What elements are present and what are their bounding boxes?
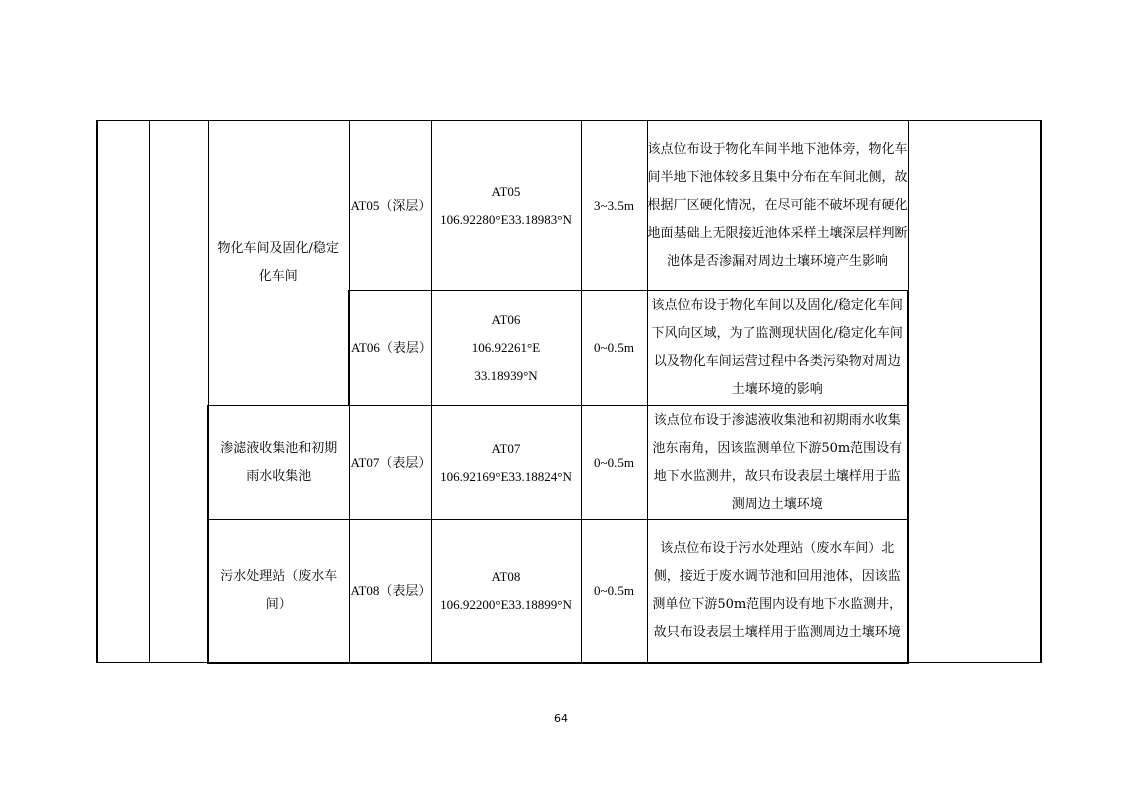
- blank-cell-3: [908, 121, 1041, 663]
- monitoring-points-table: [96, 120, 1042, 664]
- blank-cell-2: [149, 121, 208, 663]
- table-row: [97, 121, 1041, 291]
- point-cell: AT05（深层）: [349, 121, 431, 291]
- depth-cell: 0~0.5m: [581, 291, 647, 406]
- depth-cell: 0~0.5m: [581, 520, 647, 663]
- depth-cell: 3~3.5m: [581, 121, 647, 291]
- reason-cell: 该点位布设于物化车间以及固化/稳定化车间下风向区域，为了监测现状固化/稳定化车间以及物化车间运营过程中各类污染物对周边土壤环境的影响: [647, 291, 908, 406]
- depth-cell: 0~0.5m: [581, 406, 647, 520]
- coordinate-cell: AT05 106.92280°E33.18983°N: [431, 121, 581, 291]
- coordinate-cell: AT07 106.92169°E33.18824°N: [431, 406, 581, 520]
- point-cell: AT08（表层）: [349, 520, 431, 663]
- page-number: 64: [554, 712, 568, 725]
- table-row: [97, 406, 1041, 520]
- coordinate-cell: AT06 106.92261°E 33.18939°N: [431, 291, 581, 406]
- area-cell: 污水处理站（废水车 间）: [208, 520, 349, 663]
- blank-cell-1: [97, 121, 149, 663]
- area-cell: 渗滤液收集池和初期 雨水收集池: [208, 406, 349, 520]
- area-cell: 物化车间及固化/稳定 化车间: [208, 121, 349, 406]
- reason-cell: 该点位布设于污水处理站（废水车间）北侧，接近于废水调节池和回用池体，因该监测单位下游50m范围内设有地下水监测井，故只布设表层土壤样用于监测周边土壤环境: [647, 520, 908, 663]
- coordinate-cell: AT08 106.92200°E33.18899°N: [431, 520, 581, 663]
- table-row: [97, 520, 1041, 663]
- point-cell: AT06（表层）: [349, 291, 431, 406]
- reason-cell: 该点位布设于物化车间半地下池体旁，物化车间半地下池体较多且集中分布在车间北侧，故根据厂区硬化情况，在尽可能不破坏现有硬化地面基础上无限接近池体采样土壤深层样判断池体是否渗漏对周边土壤环境产生影响: [647, 121, 908, 291]
- reason-cell: 该点位布设于渗滤液收集池和初期雨水收集池东南角，因该监测单位下游50m范围设有地下水监测井，故只布设表层土壤样用于监测周边土壤环境: [647, 406, 908, 520]
- point-cell: AT07（表层）: [349, 406, 431, 520]
